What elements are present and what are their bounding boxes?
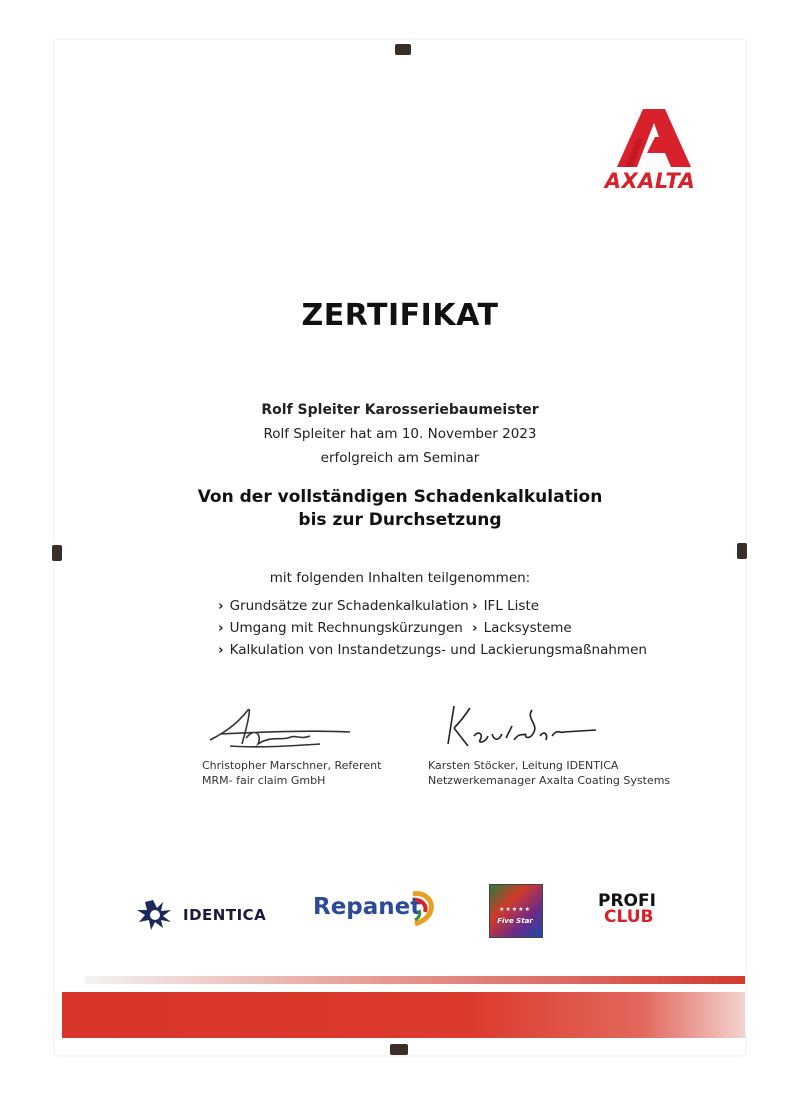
chevron-right-icon: › bbox=[218, 642, 224, 658]
profi-club-logo-text-profi: PROFI bbox=[598, 891, 656, 911]
frame-clip-right bbox=[737, 543, 747, 559]
seminar-intro: erfolgreich am Seminar bbox=[320, 450, 480, 466]
topic-label: Lacksysteme bbox=[483, 620, 572, 636]
axalta-logo-icon bbox=[595, 105, 705, 169]
signatory-1-org: MRM- fair claim GmbH bbox=[202, 774, 326, 787]
signatory-2-org: Netzwerkemanager Axalta Coating Systems bbox=[428, 774, 671, 787]
topic-item bbox=[218, 598, 469, 614]
repanet-logo-icon bbox=[409, 890, 435, 926]
topic-item bbox=[472, 598, 539, 614]
seminar-title-line-1: Von der vollständigen Schadenkalkulation bbox=[197, 487, 603, 507]
chevron-right-icon: › bbox=[218, 598, 224, 614]
signature-marschner bbox=[200, 700, 360, 760]
signature-stoecker bbox=[440, 700, 600, 755]
repanet-logo-text: Repanet bbox=[313, 894, 422, 920]
repanet-logo bbox=[313, 890, 438, 930]
chevron-right-icon: › bbox=[472, 598, 478, 614]
profi-club-logo-text-club: CLUB bbox=[604, 907, 654, 927]
frame-clip-left bbox=[52, 545, 62, 561]
signatory-2-text bbox=[428, 758, 670, 788]
signatory-1-name: Christopher Marschner, Referent bbox=[202, 759, 382, 772]
recipient-name: Rolf Spleiter Karosseriebaumeister bbox=[261, 402, 539, 418]
five-star-logo bbox=[489, 884, 543, 938]
five-star-logo-text: Five Star bbox=[497, 917, 533, 925]
seminar-title-line-2: bis zur Durchsetzung bbox=[298, 510, 502, 530]
frame-clip-bottom bbox=[390, 1044, 408, 1055]
participation-date: Rolf Spleiter hat am 10. November 2023 bbox=[263, 426, 537, 442]
axalta-logo bbox=[595, 105, 705, 195]
frame-clip-top bbox=[395, 44, 411, 55]
certificate-title: ZERTIFIKAT bbox=[301, 298, 499, 333]
identica-logo-text: IDENTICA bbox=[183, 906, 267, 924]
decorative-stripe-thick bbox=[62, 992, 745, 1038]
contents-intro: mit folgenden Inhalten teilgenommen: bbox=[269, 570, 531, 586]
signatory-1-text bbox=[202, 758, 381, 788]
topic-item bbox=[218, 620, 463, 636]
axalta-logo-text: AXALTA bbox=[604, 169, 696, 193]
decorative-stripe-thin bbox=[85, 976, 745, 984]
signatory-2-name: Karsten Stöcker, Leitung IDENTICA bbox=[428, 759, 619, 772]
topic-label: Grundsätze zur Schadenkalkulation bbox=[229, 598, 469, 614]
profi-club-logo bbox=[598, 893, 678, 929]
chevron-right-icon: › bbox=[218, 620, 224, 636]
identica-logo-icon bbox=[133, 896, 177, 932]
topic-label: Umgang mit Rechnungskürzungen bbox=[229, 620, 463, 636]
five-star-stars: ★★★★★ bbox=[499, 906, 531, 913]
chevron-right-icon: › bbox=[472, 620, 478, 636]
topic-item bbox=[472, 620, 572, 636]
topic-label: IFL Liste bbox=[483, 598, 540, 614]
topic-label: Kalkulation von Instandetzungs- und Lackierungsmaßnahmen bbox=[229, 642, 647, 658]
identica-logo bbox=[133, 896, 273, 932]
topic-item bbox=[218, 642, 647, 658]
